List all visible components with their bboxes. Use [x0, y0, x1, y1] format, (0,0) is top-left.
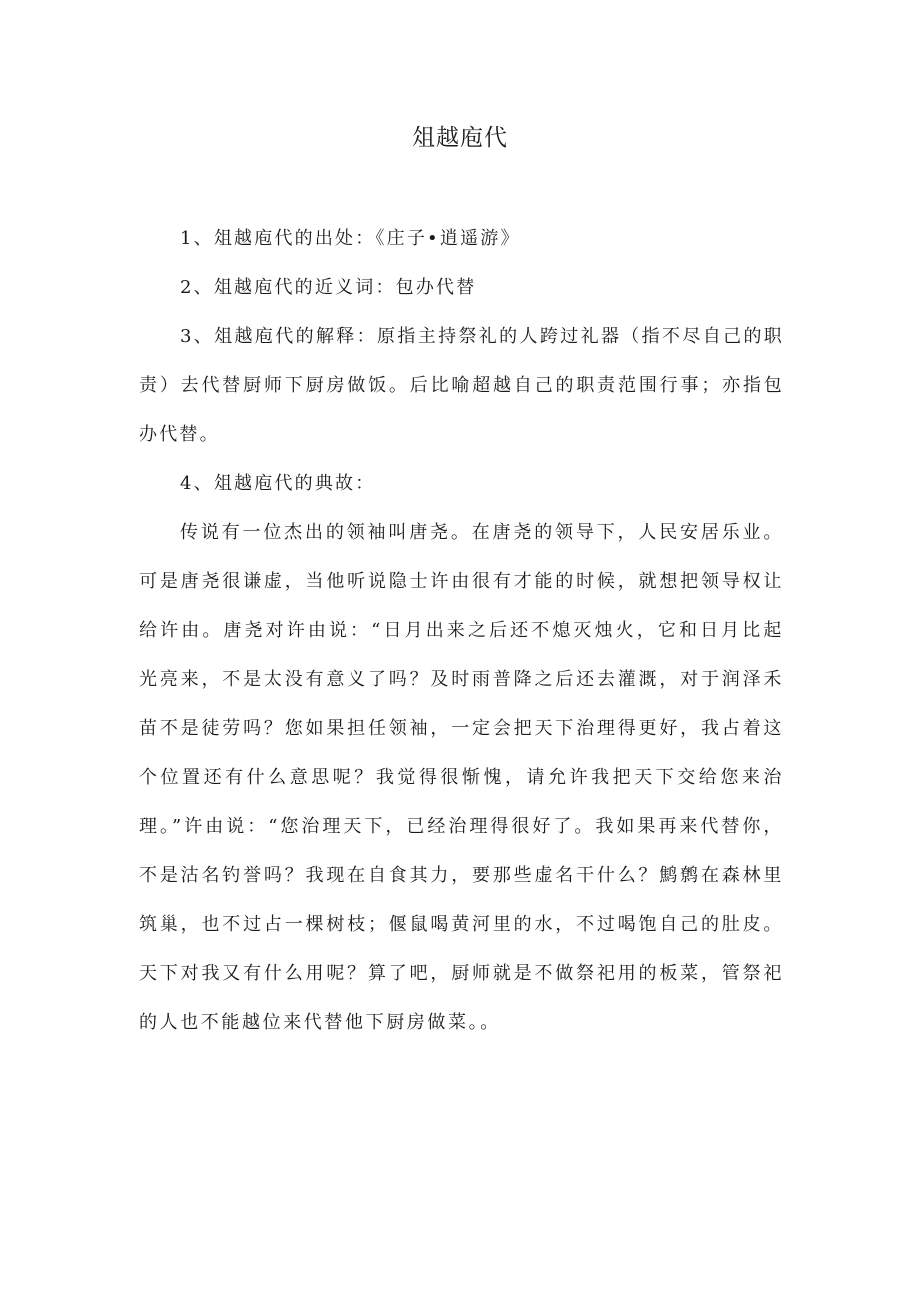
paragraph-allusion-heading: 4、俎越庖代的典故： [180, 473, 376, 494]
document-body [139, 214, 784, 1047]
document-title: 俎越庖代 [412, 125, 508, 151]
paragraph-explanation: 3、俎越庖代的解释：原指主持祭礼的人跨过礼器（指不尽自己的职责）去代替厨师下厨房做饭。后比喻超越自己的职责范围行事；亦指包办代替。 [139, 326, 784, 445]
paragraph-synonym: 2、俎越庖代的近义词：包办代替 [180, 277, 477, 298]
paragraph-origin: 1、俎越庖代的出处：《庄子•逍遥游》 [180, 228, 521, 249]
paragraph-allusion-story: 传说有一位杰出的领袖叫唐尧。在唐尧的领导下，人民安居乐业。可是唐尧很谦虚，当他听说隐士许由很有才能的时候，就想把领导权让给许由。唐尧对许由说：“日月出来之后还不熄灭烛火，它和日月比起光亮来，不是太没有意义了吗？及时雨普降之后还去灌溉，对于润泽禾苗不是徒劳吗？您如果担任领袖，一定会把天下治理得更好，我占着这个位置还有什么意思呢？我觉得很惭愧，请允许我把天下交给您来治理。”许由说：“您治理天下，已经治理得很好了。我如果再来代替你，不是沽名钓誉吗？我现在自食其力，要那些虚名干什么？鹪鹩在森林里筑巢，也不过占一棵树枝；偃鼠喝黄河里的水，不过喝饱自己的肚皮。天下对我又有什么用呢？算了吧，厨师就是不做祭祀用的板菜，管祭祀的人也不能越位来代替他下厨房做菜。。 [139, 522, 784, 1033]
